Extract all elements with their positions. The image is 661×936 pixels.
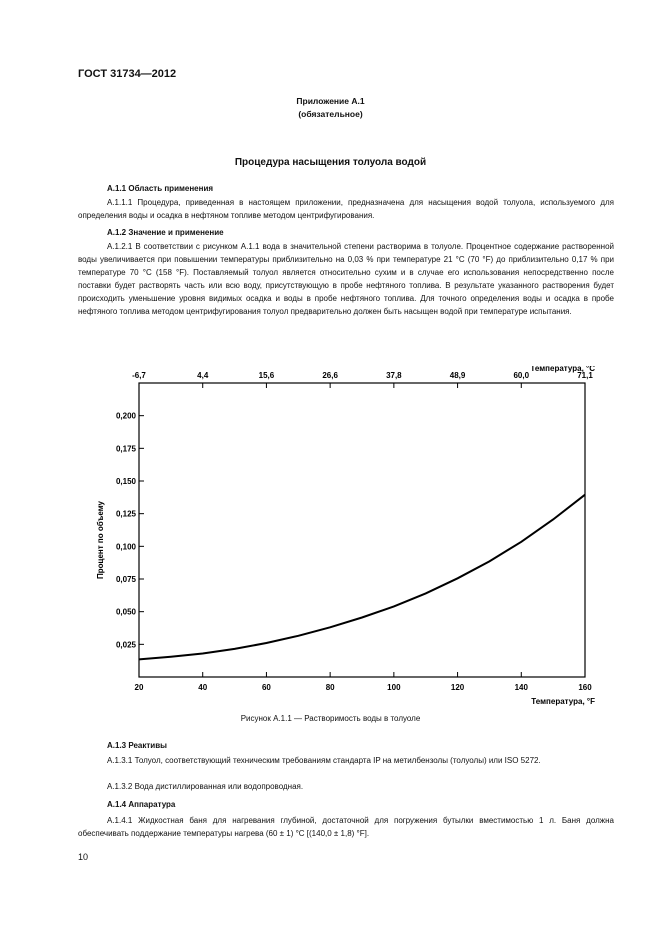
paragraph-text: А.1.3.1 Толуол, соответствующий техническим требованиям стандарта IP на метилбензолы (толуолы) или ISO 5272. — [107, 756, 541, 765]
solubility-chart — [78, 366, 618, 706]
x-tick-label: 20 — [134, 683, 144, 692]
x-tick-label: 80 — [325, 683, 335, 692]
paragraph-text: А.1.4.1 Жидкостная баня для нагревания глубиной, достаточной для погружения бутылки вместимостью 1 л. Баня должна обеспечивать поддержание температуры нагрева (60 ± 1) °С [(140,0 ± 1,8) °F]. — [78, 816, 614, 838]
x-top-tick-label: 15,6 — [258, 371, 275, 380]
y-tick-label: 0,050 — [115, 607, 136, 617]
paragraph-significance — [78, 240, 614, 318]
x-top-tick-label: 71,1 — [577, 371, 593, 380]
section-heading-significance: А.1.2 Значение и применение — [107, 228, 224, 237]
x-top-tick-label: 60,0 — [513, 371, 530, 380]
appendix-subtitle: (обязательное) — [298, 109, 363, 119]
standard-number: ГОСТ 31734—2012 — [78, 68, 177, 80]
y-tick-label: 0,125 — [115, 509, 136, 519]
x-top-tick-label: 4,4 — [197, 371, 209, 380]
x-tick-label: 160 — [578, 683, 592, 692]
x-tick-label: 40 — [198, 683, 208, 692]
section-heading-apparatus: А.1.4 Аппаратура — [107, 800, 176, 809]
y-tick-label: 0,075 — [115, 575, 136, 584]
y-tick-label: 0,100 — [115, 542, 136, 552]
y-tick-label: 0,025 — [115, 640, 136, 650]
plot-frame — [139, 383, 585, 677]
x-axis-label: Температура, °F — [531, 697, 595, 706]
paragraph-reagents-2 — [78, 780, 614, 793]
x-top-axis-label: Температура, °С — [530, 366, 595, 373]
y-axis-label: Процент по объему — [96, 501, 105, 579]
x-tick-label: 120 — [450, 683, 465, 692]
y-tick-label: 0,150 — [115, 477, 136, 486]
paragraph-text: А.1.3.2 Вода дистиллированная или водопроводная. — [107, 782, 304, 791]
figure-caption: Рисунок А.1.1 — Растворимость воды в толуоле — [240, 714, 421, 723]
x-top-tick-label: 48,9 — [449, 371, 466, 380]
x-top-tick-label: -6,7 — [132, 371, 146, 380]
x-tick-label: 100 — [387, 683, 401, 692]
solubility-curve — [139, 495, 585, 660]
x-top-tick-label: 37,8 — [386, 371, 402, 380]
paragraph-apparatus — [78, 814, 614, 840]
y-tick-label: 0,200 — [115, 411, 136, 421]
y-tick-label: 0,175 — [115, 444, 136, 454]
section-heading-reagents: А.1.3 Реактивы — [107, 741, 167, 750]
paragraph-scope — [78, 196, 614, 222]
paragraph-text: А.1.2.1 В соответствии с рисунком А.1.1 вода в значительной степени растворима в толуоле. Процентное содержание растворенной воды увеличивается при повышении температуры приблизительно на 0,03 % при температуре 21 °С (70 °F) до приблизительно 0,17 % при температуре 70 °С (158 °F). Поставляемый толуол является относительно сухим и в случае его использования непосредственно после поставки будет растворять часть или всю воду, присутствующую в пробе нефтяного топлива. В результате указанного растворения будет происходить уменьшение уровня видимых осадка и воды в пробе нефтяного топлива. Для точного определения воды и осадка в пробе нефтяного топлива методом центрифугирования толуол предварительно должен быть насыщен водой при температуре испытания. — [78, 242, 614, 316]
paragraph-text: А.1.1.1 Процедура, приведенная в настоящем приложении, предназначена для насыщения водой толуола, используемого для определения воды и осадка в нефтяном топливе методом центрифугирования. — [78, 198, 614, 220]
page-number: 10 — [78, 852, 89, 862]
x-tick-label: 60 — [261, 683, 271, 692]
paragraph-reagents-1 — [78, 754, 614, 767]
x-tick-label: 140 — [514, 683, 528, 692]
x-top-tick-label: 26,6 — [322, 371, 338, 380]
section-heading-scope: А.1.1 Область применения — [107, 184, 214, 193]
appendix-title: Приложение А.1 — [296, 96, 365, 106]
main-title: Процедура насыщения толуола водой — [234, 157, 427, 168]
